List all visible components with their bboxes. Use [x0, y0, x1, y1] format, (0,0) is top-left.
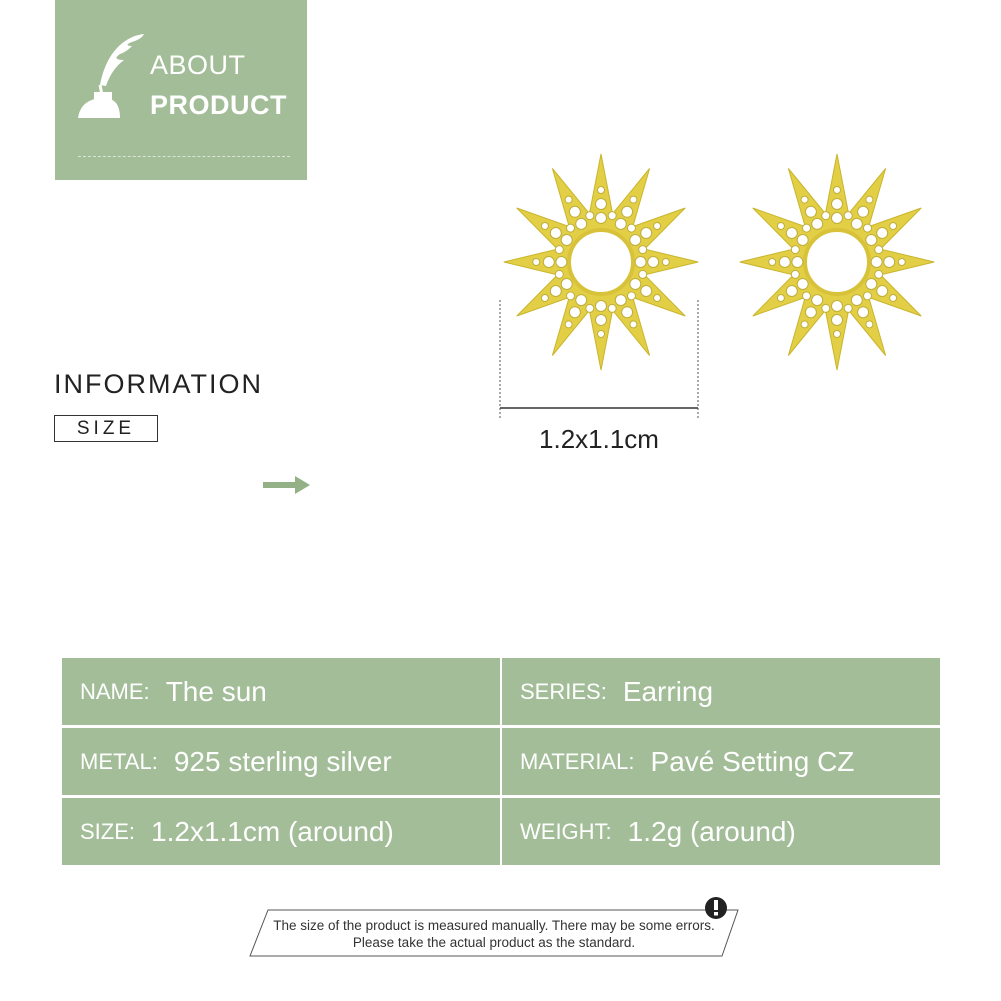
cz-stone — [608, 212, 616, 220]
arrow-right-icon — [263, 475, 311, 495]
cz-stone — [803, 292, 811, 300]
cz-stone — [561, 279, 572, 290]
cz-stone — [622, 206, 633, 217]
cz-stone — [792, 257, 803, 268]
spec-label: SERIES: — [520, 678, 607, 704]
cz-stone — [543, 257, 554, 268]
cz-stone — [576, 218, 587, 229]
cz-stone — [791, 246, 799, 254]
spec-value: 1.2x1.1cm (around) — [151, 815, 394, 847]
cz-stone — [628, 292, 636, 300]
banner-divider — [78, 156, 290, 157]
cz-stone — [834, 331, 841, 338]
cz-stone — [805, 307, 816, 318]
spec-cell-series — [502, 658, 940, 725]
cz-stone — [866, 279, 877, 290]
cz-stone — [639, 270, 647, 278]
cz-stone — [567, 292, 575, 300]
spec-value: Pavé Setting CZ — [650, 745, 855, 777]
about-title-line1: ABOUT — [150, 50, 246, 80]
cz-stone — [662, 259, 669, 266]
cz-stone — [844, 304, 852, 312]
spec-label: METAL: — [80, 748, 158, 774]
spec-label: SIZE: — [80, 818, 136, 844]
cz-stone — [812, 218, 823, 229]
information-heading: INFORMATION — [54, 369, 263, 399]
cz-stone — [596, 199, 607, 210]
cz-stone — [866, 321, 873, 328]
cz-stone — [639, 246, 647, 254]
cz-stone — [884, 257, 895, 268]
cz-stone — [541, 295, 548, 302]
cz-stone — [654, 295, 661, 302]
spec-label: MATERIAL: — [520, 748, 635, 774]
cz-stone — [864, 292, 872, 300]
cz-stone — [877, 228, 888, 239]
dimension-label: 1.2x1.1cm — [539, 424, 659, 454]
spec-cell-name — [62, 658, 500, 725]
cz-stone — [832, 199, 843, 210]
cz-stone — [550, 286, 561, 297]
quill-ink-icon — [70, 30, 150, 125]
sun-earring-right — [740, 154, 934, 370]
spec-value: 1.2g (around) — [627, 815, 796, 847]
cz-stone — [576, 295, 587, 306]
cz-stone — [834, 187, 841, 194]
cz-stone — [777, 223, 784, 230]
cz-stone — [541, 223, 548, 230]
cz-stone — [628, 224, 636, 232]
notice-text — [264, 917, 724, 951]
spec-value: The sun — [165, 675, 267, 707]
cz-stone — [586, 304, 594, 312]
cz-stone — [567, 224, 575, 232]
cz-stone — [866, 235, 877, 246]
cz-stone — [608, 304, 616, 312]
cz-stone — [641, 228, 652, 239]
cz-stone — [801, 196, 808, 203]
cz-stone — [630, 196, 637, 203]
sun-earring-left — [504, 154, 698, 370]
cz-stone — [596, 315, 607, 326]
cz-stone — [777, 295, 784, 302]
cz-stone — [801, 321, 808, 328]
cz-stone — [898, 259, 905, 266]
cz-stone — [769, 259, 776, 266]
cz-stone — [877, 286, 888, 297]
cz-stone — [797, 235, 808, 246]
cz-stone — [641, 286, 652, 297]
cz-stone — [822, 304, 830, 312]
cz-stone — [596, 213, 607, 224]
cz-stone — [598, 331, 605, 338]
cz-stone — [596, 301, 607, 312]
cz-stone — [871, 257, 882, 268]
cz-stone — [890, 223, 897, 230]
earrings-image — [490, 145, 950, 420]
cz-stone — [832, 301, 843, 312]
spec-value: Earring — [622, 675, 714, 707]
cz-stone — [791, 270, 799, 278]
cz-stone — [648, 257, 659, 268]
cz-stone — [875, 246, 883, 254]
cz-stone — [832, 213, 843, 224]
cz-stone — [555, 246, 563, 254]
cz-stone — [533, 259, 540, 266]
cz-stone — [851, 218, 862, 229]
cz-stone — [630, 235, 641, 246]
spec-cell-metal — [62, 728, 500, 795]
spec-cell-weight — [502, 798, 940, 865]
spec-cell-material — [502, 728, 940, 795]
cz-stone — [654, 223, 661, 230]
cz-stone — [555, 270, 563, 278]
cz-stone — [786, 286, 797, 297]
cz-stone — [565, 321, 572, 328]
cz-stone — [565, 196, 572, 203]
cz-stone — [635, 257, 646, 268]
size-tag: SIZE — [54, 415, 158, 442]
spec-label: NAME: — [80, 678, 150, 704]
cz-stone — [550, 228, 561, 239]
cz-stone — [822, 212, 830, 220]
cz-stone — [890, 295, 897, 302]
cz-stone — [805, 206, 816, 217]
spec-table — [62, 658, 940, 865]
notice-line1: The size of the product is measured manually. There may be some errors. — [273, 918, 715, 933]
spec-label: WEIGHT: — [520, 818, 612, 844]
cz-stone — [615, 295, 626, 306]
cz-stone — [586, 212, 594, 220]
cz-stone — [556, 257, 567, 268]
notice-line2: Please take the actual product as the standard. — [352, 935, 636, 950]
cz-stone — [779, 257, 790, 268]
cz-stone — [622, 307, 633, 318]
spec-value: 925 sterling silver — [173, 745, 392, 777]
cz-stone — [832, 315, 843, 326]
cz-stone — [858, 307, 869, 318]
cz-stone — [615, 218, 626, 229]
cz-stone — [630, 321, 637, 328]
cz-stone — [561, 235, 572, 246]
cz-stone — [786, 228, 797, 239]
cz-stone — [569, 206, 580, 217]
cz-stone — [866, 196, 873, 203]
cz-stone — [569, 307, 580, 318]
cz-stone — [858, 206, 869, 217]
cz-stone — [851, 295, 862, 306]
cz-stone — [864, 224, 872, 232]
cz-stone — [598, 187, 605, 194]
cz-stone — [844, 212, 852, 220]
cz-stone — [797, 279, 808, 290]
cz-stone — [875, 270, 883, 278]
spec-cell-size — [62, 798, 500, 865]
cz-stone — [630, 279, 641, 290]
cz-stone — [812, 295, 823, 306]
about-title-line2: PRODUCT — [150, 90, 287, 120]
cz-stone — [803, 224, 811, 232]
